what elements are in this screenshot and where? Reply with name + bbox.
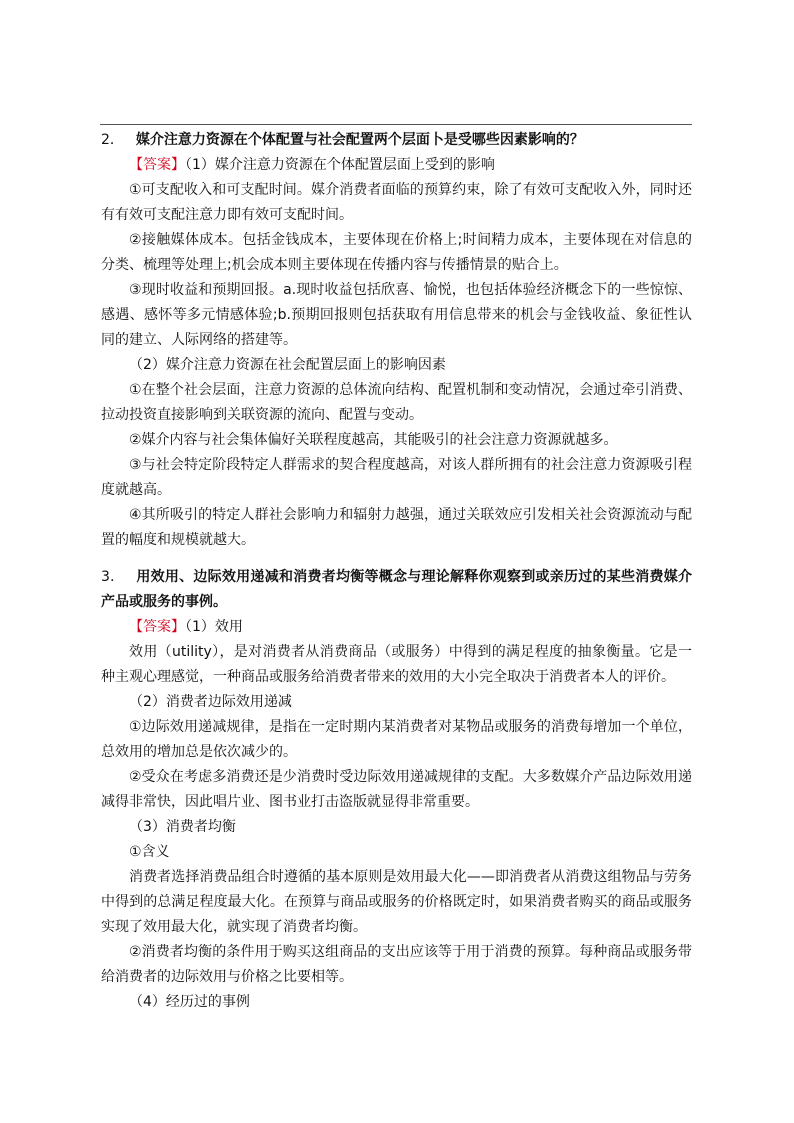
paragraph: ②媒介内容与社会集体偏好关联程度越高，其能吸引的社会注意力资源就越多。 bbox=[129, 432, 618, 448]
paragraph: 效用（utility），是对消费者从消费商品（或服务）中得到的满足程度的抽象衡量。它是一种主观心理感觉，一种商品或服务给消费者带来的效用的大小完全取决于消费者本人的评价。 bbox=[101, 644, 692, 685]
paragraph: 消费者选择消费品组合时遵循的基本原则是效用最大化——即消费者从消费这组物品与劳务中得到的总满足程度最大化。在预算与商品或服务的价格既定时，如果消费者购买的商品或服务实现了效用最大化，就实现了消费者均衡。 bbox=[101, 869, 692, 935]
paragraph-text: （1）效用 bbox=[185, 619, 243, 635]
paragraph: ①边际效用递减规律，是指在一定时期内某消费者对某物品或服务的消费每增加一个单位，总效用的增加总是依次减少的。 bbox=[101, 719, 692, 760]
paragraph: （4）经历过的事例 bbox=[129, 994, 250, 1010]
paragraph: （2）消费者边际效用递减 bbox=[129, 694, 292, 710]
answer-line bbox=[101, 153, 692, 178]
paragraph: ①含义 bbox=[129, 844, 170, 860]
question-number: 2． bbox=[101, 132, 124, 148]
question-3-title bbox=[101, 565, 692, 615]
paragraph: ②接触媒体成本。包括金钱成本，主要体现在价格上;时间精力成本，主要体现在对信息的分类、梳理等处理上;机会成本则主要体现在传播内容与传播情景的贴合上。 bbox=[101, 232, 692, 273]
question-2-title bbox=[101, 128, 692, 153]
paragraph: ②受众在考虑多消费还是少消费时受边际效用递减规律的支配。大多数媒介产品边际效用递减得非常快，因此唱片业、图书业打击盗版就显得非常重要。 bbox=[101, 769, 692, 810]
paragraph: ③与社会特定阶段特定人群需求的契合程度越高，对该人群所拥有的社会注意力资源吸引程度就越高。 bbox=[101, 457, 692, 498]
paragraph: （2）媒介注意力资源在社会配置层面上的影响因素 bbox=[129, 357, 446, 373]
question-text: 用效用、边际效用递减和消费者均衡等概念与理论解释你观察到或亲历过的某些消费媒介产品或服务的事例。 bbox=[101, 569, 692, 610]
answer-line bbox=[101, 615, 692, 640]
paragraph: ①在整个社会层面，注意力资源的总体流向结构、配置机制和变动情况，会通过牵引消费、拉动投资直接影响到关联资源的流向、配置与变动。 bbox=[101, 382, 692, 423]
question-text: 媒介注意力资源在个体配置与社会配置两个层面卜是受哪些因素影响的？ bbox=[135, 132, 584, 148]
answer-tag: 【答案】 bbox=[129, 157, 185, 173]
header-rule bbox=[100, 124, 692, 125]
paragraph: ④其所吸引的特定人群社会影响力和辐射力越强，通过关联效应引发相关社会资源流动与配置的幅度和规模就越大。 bbox=[101, 507, 692, 548]
paragraph: ②消费者均衡的条件用于购买这组商品的支出应该等于用于消费的预算。每种商品或服务带给消费者的边际效用与价格之比要相等。 bbox=[101, 944, 692, 985]
section-gap bbox=[101, 553, 692, 565]
paragraph: （3）消费者均衡 bbox=[129, 819, 236, 835]
question-number: 3． bbox=[101, 569, 125, 585]
answer-tag: 【答案】 bbox=[129, 619, 185, 635]
paragraph: ③现时收益和预期回报。a.现时收益包括欣喜、愉悦，也包括体验经济概念下的一些惊惊、感遇、感怀等多元情感体验;b.预期回报则包括获取有用信息带来的机会与金钱收益、象征性认同的建立、人际网络的搭建等。 bbox=[101, 282, 692, 348]
document-body bbox=[101, 128, 692, 1015]
paragraph: ①可支配收入和可支配时间。媒介消费者面临的预算约束，除了有效可支配收入外，同时还有有效可支配注意力即有效可支配时间。 bbox=[101, 182, 692, 223]
paragraph-text: （1）媒介注意力资源在个体配置层面上受到的影响 bbox=[185, 157, 495, 173]
